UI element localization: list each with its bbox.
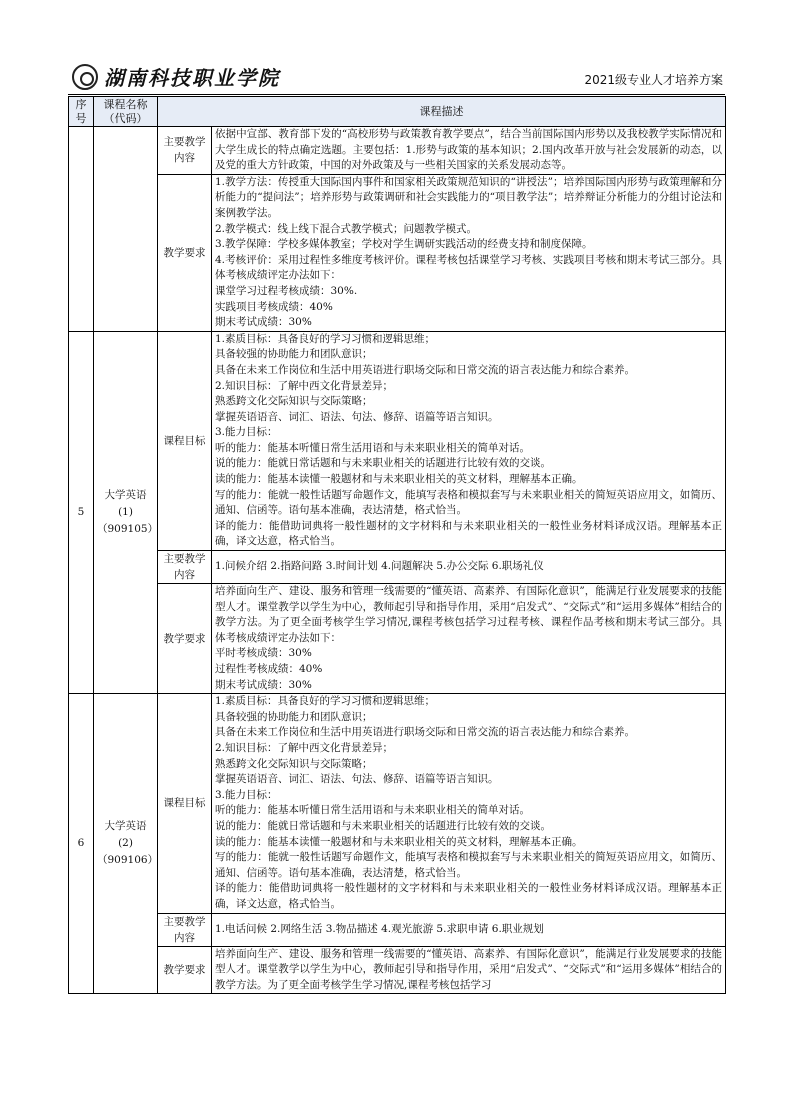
item-label: 教学要求 [158, 584, 212, 694]
description-line: 具备较强的协助能力和团队意识； [215, 710, 373, 723]
description-line: 听的能力：能基本听懂日常生活用语和与未来职业相关的简单对话。 [215, 804, 530, 817]
course-code: （909106） [97, 854, 159, 867]
course-description [212, 946, 726, 994]
table-row [69, 331, 726, 550]
description-line: 说的能力：能就日常话题和与未来职业相关的话题进行比较有效的交谈。 [215, 819, 551, 832]
description-line: 1.素质目标：具备良好的学习习惯和逻辑思维； [215, 332, 436, 345]
item-label: 教学要求 [158, 946, 212, 994]
description-line: 1.素质目标：具备良好的学习习惯和逻辑思维； [215, 695, 436, 708]
school-logo [72, 62, 280, 91]
description-line: 1.问候介绍 2.指路问路 3.时间计划 4.问题解决 5.办公交际 6.职场礼仪 [215, 560, 544, 573]
description-line: 具备较强的协助能力和团队意识； [215, 348, 373, 361]
table-row [69, 946, 726, 994]
description-line: 写的能力：能就一般性话题写命题作文，能填写表格和模拟套写与未来职业相关的简短英语应用文，如简历、通知、信函等。语句基本准确，表达清楚，格式恰当。 [215, 488, 722, 517]
table-row [69, 694, 726, 913]
description-line: 熟悉跨文化交际知识与交际策略； [215, 757, 373, 770]
course-description [212, 331, 726, 550]
course-name-cell [94, 694, 158, 994]
description-line: 具备在未来工作岗位和生活中用英语进行职场交际和日常交流的语言表达能力和综合素养。 [215, 363, 635, 376]
table-row [69, 913, 726, 946]
table-row [69, 551, 726, 584]
description-line: 说的能力：能就日常话题和与未来职业相关的话题进行比较有效的交谈。 [215, 457, 551, 470]
item-label: 主要教学内容 [158, 127, 212, 175]
course-description [212, 127, 726, 175]
course-table [68, 96, 726, 994]
description-line: 2.教学模式：线上线下混合式教学模式；问题教学模式。 [215, 222, 478, 235]
description-line: 课堂学习过程考核成绩：30%. [215, 284, 358, 297]
description-line: 3.能力目标： [215, 788, 278, 801]
description-line: 1.电话问候 2.网络生活 3.物品描述 4.观光旅游 5.求职申请 6.职业规划 [215, 922, 544, 935]
course-name-cell [94, 331, 158, 693]
description-line: 2.知识目标：了解中西文化背景差异； [215, 379, 394, 392]
description-line: 读的能力：能基本读懂一般题材和与未来职业相关的英文材料，理解基本正确。 [215, 473, 583, 486]
description-line: 译的能力：能借助词典将一般性题材的文字材料和与未来职业相关的一般性业务材料译成汉语。理解基本正确，译文达意，格式恰当。 [215, 882, 722, 910]
course-name: 大学英语 [104, 820, 147, 833]
description-line: 培养面向生产、建设、服务和管理一线需要的“懂英语、高素养、有国际化意识”，能满足行业发展要求的技能型人才。课堂教学以学生为中心，教师起引导和指导作用，采用“启发式”、“交际式”和“运用多媒体”相结合的教学方法。为了更全面考核学生学习情况,课程考核包括学习 [215, 947, 722, 991]
course-name-sub: (1) [118, 505, 133, 518]
description-line: 1.教学方法：传授重大国际国内事件和国家相关政策规范知识的“讲授法”；培养国际国内形势与政策理解和分析能力的“提问法”；培养形势与政策调研和社会实践能力的“项目教学法”；培养辩证分析能力的分组讨论法和案例教学法。 [215, 175, 722, 219]
item-label: 课程目标 [158, 331, 212, 550]
course-description [212, 551, 726, 584]
description-line: 2.知识目标：了解中西文化背景差异； [215, 741, 394, 754]
course-description [212, 584, 726, 694]
course-description [212, 174, 726, 331]
description-line: 掌握英语语音、词汇、语法、句法、修辞、语篇等语言知识。 [215, 773, 499, 786]
table-row [69, 174, 726, 331]
page-header [68, 58, 725, 95]
description-line: 译的能力：能借助词典将一般性题材的文字材料和与未来职业相关的一般性业务材料译成汉语。理解基本正确，译文达意，格式恰当。 [215, 519, 722, 548]
description-line: 依据中宣部、教育部下发的“高校形势与政策教育教学要点”，结合当前国际国内形势以及我校教学实际情况和大学生成长的特点确定选题。主要包括：1.形势与政策的基本知识；2.国内改革开放与社会发展新的动态，以及党的重大方针政策，中国的对外政策及与一些相关国家的关系发展动态等。 [215, 128, 722, 172]
item-label: 主要教学内容 [158, 551, 212, 584]
course-description [212, 694, 726, 913]
description-line: 3.教学保障：学校多媒体教室；学校对学生调研实践活动的经费支持和制度保障。 [215, 238, 593, 251]
course-description [212, 913, 726, 946]
item-label: 课程目标 [158, 694, 212, 913]
table-header-row [69, 97, 726, 127]
table-row [69, 127, 726, 175]
description-line: 听的能力：能基本听懂日常生活用语和与未来职业相关的简单对话。 [215, 441, 530, 454]
description-line: 写的能力：能就一般性话题写命题作文，能填写表格和模拟套写与未来职业相关的简短英语应用文，如简历、通知、信函等。语句基本准确，表达清楚，格式恰当。 [215, 851, 722, 879]
course-index: 6 [69, 694, 94, 994]
description-line: 期末考试成绩：30% [215, 316, 312, 329]
description-line: 4.考核评价：采用过程性多维度考核评价。课程考核包括课堂学习考核、实践项目考核和期末考试三部分。具体考核成绩评定办法如下： [215, 253, 722, 282]
description-line: 过程性考核成绩：40% [215, 663, 323, 675]
name-cell-continued [94, 127, 158, 332]
description-line: 实践项目考核成绩：40% [215, 300, 333, 313]
table-row [69, 584, 726, 694]
header-course-name: 课程名称（代码） [94, 97, 158, 127]
header-course-desc: 课程描述 [158, 97, 726, 127]
header-index: 序号 [69, 97, 94, 127]
course-name: 大学英语 [104, 488, 147, 501]
description-line: 期末考试成绩：30% [215, 678, 312, 691]
school-seal-icon [72, 64, 98, 90]
course-name-sub: (2) [118, 837, 133, 850]
item-label: 教学要求 [158, 174, 212, 331]
description-line: 平时考核成绩：30% [215, 647, 312, 660]
school-name: 湖南科技职业学院 [104, 66, 280, 90]
description-line: 熟悉跨文化交际知识与交际策略； [215, 395, 373, 408]
document-title: 2021级专业人才培养方案 [584, 73, 723, 87]
description-line: 3.能力目标： [215, 426, 278, 439]
course-index: 5 [69, 331, 94, 693]
index-cell-continued [69, 127, 94, 332]
description-line: 掌握英语语音、词汇、语法、句法、修辞、语篇等语言知识。 [215, 410, 499, 423]
description-line: 具备在未来工作岗位和生活中用英语进行职场交际和日常交流的语言表达能力和综合素养。 [215, 726, 635, 739]
course-code: （909105） [97, 522, 159, 535]
description-line: 培养面向生产、建设、服务和管理一线需要的“懂英语、高素养、有国际化意识”，能满足行业发展要求的技能型人才。课堂教学以学生为中心，教师起引导和指导作用，采用“启发式”、“交际式”和“运用多媒体”相结合的教学方法。为了更全面考核学生学习情况,课程考核包括学习过程考核、课程作品考核和期末考试三部分。具体考核成绩评定办法如下： [215, 585, 722, 644]
item-label: 主要教学内容 [158, 913, 212, 946]
description-line: 读的能力：能基本读懂一般题材和与未来职业相关的英文材料，理解基本正确。 [215, 835, 583, 848]
